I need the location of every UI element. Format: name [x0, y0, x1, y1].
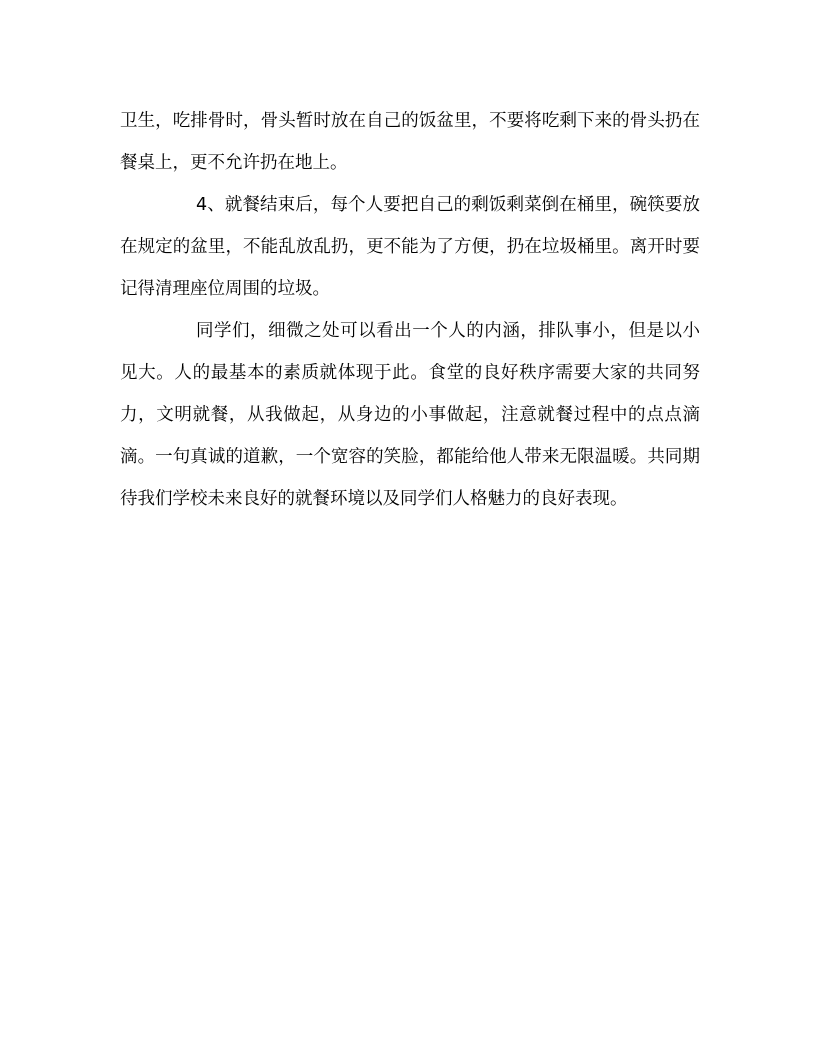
document-body — [120, 100, 700, 520]
paragraph-rule-4: 4、就餐结束后，每个人要把自己的剩饭剩菜倒在桶里，碗筷要放在规定的盆里，不能乱放乱扔，更不能为了方便，扔在垃圾桶里。离开时要记得清理座位周围的垃圾。 — [120, 195, 700, 299]
paragraph-conclusion: 同学们，细微之处可以看出一个人的内涵，排队事小，但是以小见大。人的最基本的素质就体现于此。食堂的良好秩序需要大家的共同努力，文明就餐，从我做起，从身边的小事做起，注意就餐过程中的点点滴滴。一句真诚的道歉，一个宽容的笑脸，都能给他人带来无限温暖。共同期待我们学校未来良好的就餐环境以及同学们人格魅力的良好表现。 — [120, 321, 700, 509]
paragraph-continuation: 卫生，吃排骨时，骨头暂时放在自己的饭盆里，不要将吃剩下来的骨头扔在餐桌上，更不允许扔在地上。 — [120, 111, 700, 173]
